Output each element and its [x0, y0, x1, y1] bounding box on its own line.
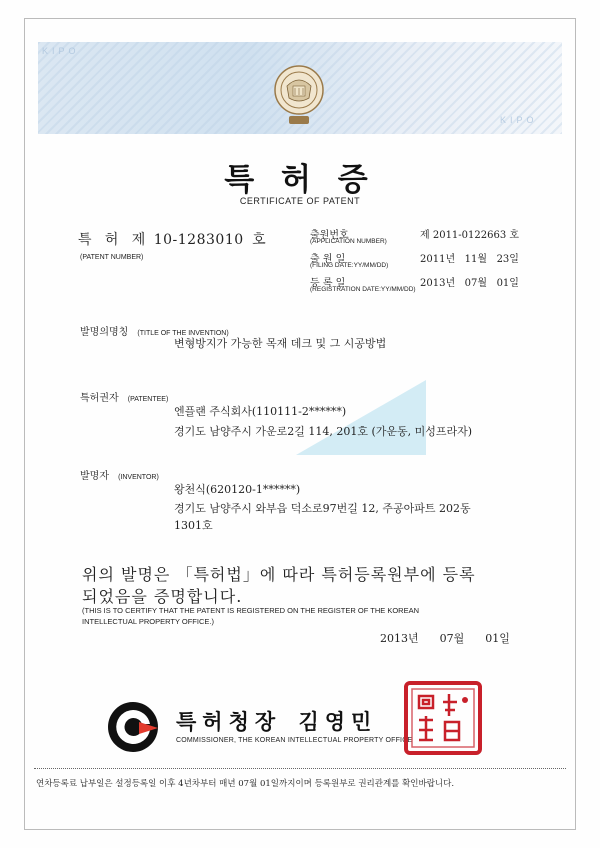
inventor-address-line2: 1301호 [174, 519, 213, 532]
app-number-value: 제 2011-0122663 호 [420, 230, 520, 241]
patent-label: 특 허 제 [78, 232, 146, 248]
filing-date-label-en: (FILING DATE:YY/MM/DD) [310, 262, 389, 269]
issuer-title: 특허청장 [176, 710, 282, 734]
patentee-name: 엔플랜 주식회사(110111-2******) [174, 405, 347, 418]
kipo-logo-icon [106, 700, 160, 754]
invention-label-en: (TITLE OF THE INVENTION) [137, 330, 229, 337]
inventor-label: 발명자 [80, 471, 109, 482]
patent-number-row [78, 229, 266, 249]
inventor-label-row [80, 464, 159, 483]
app-number-label-en: (APPLICATION NUMBER) [310, 238, 387, 245]
inventor-label-en: (INVENTOR) [118, 474, 159, 481]
patent-number-label-en: (PATENT NUMBER) [80, 254, 144, 261]
patent-number: 10-1283010 [153, 232, 244, 248]
patentee-address: 경기도 남양주시 가운로2길 114, 201호 (가운동, 미성프라자) [174, 425, 473, 438]
filing-date-value: 2011년 11월 23일 [420, 254, 519, 265]
invention-title: 변형방지가 가능한 목재 데크 및 그 시공방법 [174, 337, 387, 350]
issuer-name: 김영민 [298, 710, 378, 734]
app-number-label: 출원번호 [310, 230, 349, 241]
declaration-date: 2013년 07월 01일 [380, 632, 510, 645]
registration-date-label: 등 록 일 [310, 278, 346, 289]
official-stamp-icon [403, 680, 483, 756]
certificate-subtitle: CERTIFICATE OF PATENT [239, 196, 361, 206]
patentee-label-row [80, 386, 168, 405]
certificate-title: 특 허 증 [224, 162, 376, 198]
watermark-text: KIPO [42, 46, 80, 56]
declaration-en-line2: INTELLECTUAL PROPERTY OFFICE.) [82, 617, 214, 626]
inventor-address-line1: 경기도 남양주시 와부읍 덕소로97번길 12, 주공아파트 202동 [174, 502, 471, 515]
patentee-label: 특허권자 [80, 393, 119, 404]
watermark-text-2: KIPO [500, 115, 538, 125]
inventor-name: 왕천식(620120-1******) [174, 483, 301, 496]
footer-divider [34, 768, 566, 769]
registration-date-value: 2013년 07월 01일 [420, 278, 519, 289]
filing-date-label: 출 원 일 [310, 254, 346, 265]
declaration-line1: 위의 발명은 「특허법」에 따라 특허등록원부에 등록 [82, 565, 476, 584]
footer-note: 연차등록료 납부일은 설정등록일 이후 4년차부터 매년 07월 01일까지이며 등록원부로 권리관계를 확인바랍니다. [36, 779, 455, 789]
issuer-title-en: COMMISSIONER, THE KOREAN INTELLECTUAL PROPERTY OFFICE [176, 737, 413, 744]
invention-label: 발명의명칭 [80, 327, 129, 338]
registration-date-label-en: (REGISTRATION DATE:YY/MM/DD) [310, 286, 416, 293]
patentee-label-en: (PATENTEE) [127, 396, 169, 403]
declaration-line2: 되었음을 증명합니다. [82, 587, 243, 606]
national-seal-icon [271, 60, 327, 130]
issuer-row [176, 706, 377, 736]
declaration-en-line1: (THIS IS TO CERTIFY THAT THE PATENT IS REGISTERED ON THE REGISTER OF THE KOREAN [82, 606, 420, 615]
patent-suffix: 호 [252, 232, 266, 248]
